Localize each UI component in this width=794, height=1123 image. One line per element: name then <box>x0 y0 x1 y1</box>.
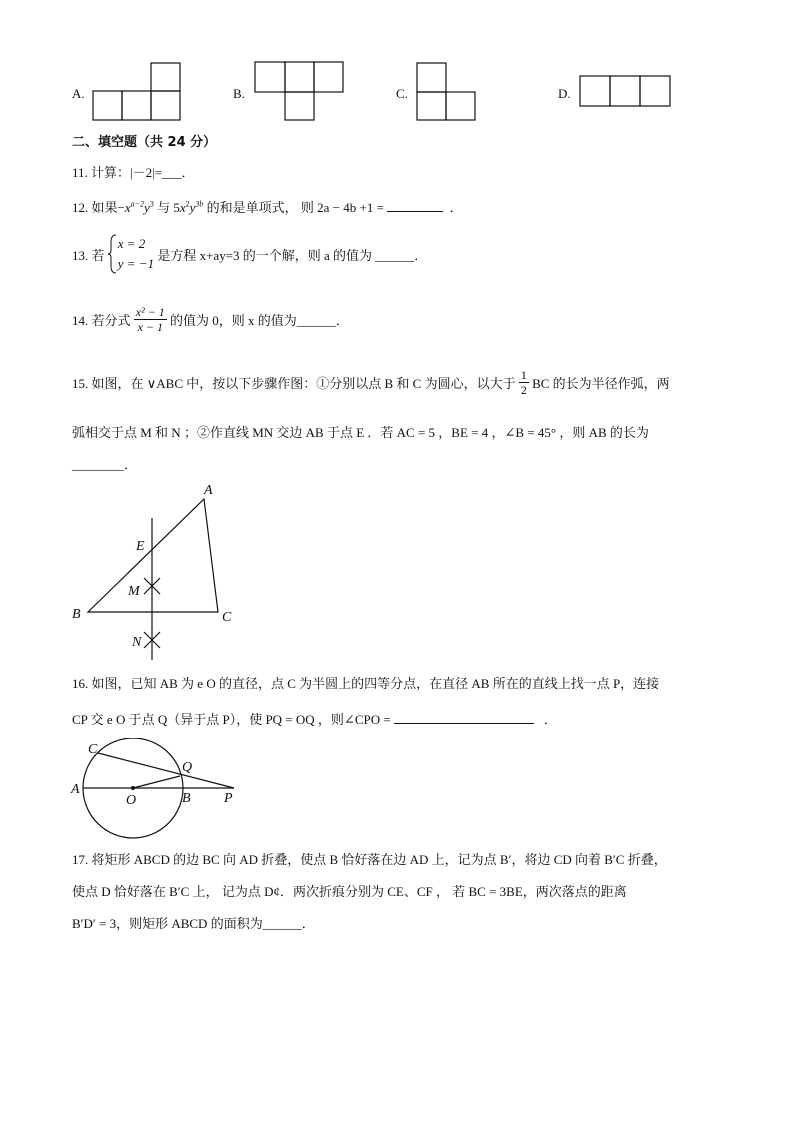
question-16-line2: CP 交 e O 于点 Q（异于点 P），使 PQ = OQ ，则∠CPO = ． <box>72 712 557 727</box>
fraction-half: $\frac{1}{2}$ <box>520 368 527 397</box>
label-o16: O <box>126 793 137 808</box>
option-a-label: A. <box>72 86 85 101</box>
question-12: 12. 如果$-x^{a-2}y^3$ 与 $5x^2y^{3b}$ 的和是单项式， 则 2a − 4b +1 = ． <box>72 199 463 215</box>
question-14: 14. 若分式 $\frac{\text{x² − 1}}{x - 1}$ 的值为 0，则 x 的值为______． <box>72 305 349 334</box>
label-m: M <box>128 584 140 599</box>
option-b-net <box>254 61 346 123</box>
question-11: 11. 计算：|－2|=___． <box>72 165 195 180</box>
brace-system: x = 2 y = −1 <box>108 234 154 274</box>
label-c16: C <box>88 742 98 757</box>
option-a-net <box>92 62 182 122</box>
label-b: B <box>72 607 81 622</box>
fraction-q14: $\frac{\text{x² − 1}}{x - 1}$ <box>135 305 165 334</box>
option-d-label: D. <box>558 86 571 101</box>
option-c-net <box>416 62 478 122</box>
section-title: 二、填空题（共 24 分） <box>72 135 217 150</box>
label-a: A <box>204 483 213 498</box>
option-d-net <box>579 75 673 108</box>
label-a16: A <box>71 782 80 797</box>
label-p16: P <box>224 791 233 806</box>
question-15-line3: ________． <box>72 457 138 472</box>
figure-16-circle <box>66 738 246 842</box>
question-17-line2: 使点 D 恰好落在 B′C 上， 记为点 D¢．两次折痕分别为 CE、CF ， 若 BC = 3BE，两次落点的距离 <box>72 884 627 899</box>
question-15-line2: 弧相交于点 M 和 N ；②作直线 MN 交边 AB 于点 E ．若 AC = 5 ，BE = 4 ，∠B = 45° ，则 AB 的长为 <box>72 425 649 440</box>
question-17-line1: 17. 将矩形 ABCD 的边 BC 向 AD 折叠，使点 B 恰好落在边 AD 上，记为点 B′，将边 CD 向着 B′C 折叠， <box>72 852 667 867</box>
label-c: C <box>222 610 232 625</box>
label-e: E <box>136 539 145 554</box>
question-13: 13. 若 x = 2 y = −1 是方程 x+ay=3 的一个解，则 a 的值为 ______． <box>72 234 427 274</box>
option-c-label: C. <box>396 86 408 101</box>
figure-15-triangle <box>64 478 254 668</box>
option-b-label: B. <box>233 86 245 101</box>
question-15-line1: 15. 如图，在 ∨ABC 中，按以下步骤作图：①分别以点 B 和 C 为圆心，以大于 $\frac{1}{2}$ BC 的长为半径作弧，两 <box>72 368 670 397</box>
label-q16: Q <box>182 760 193 775</box>
label-b16: B <box>182 791 191 806</box>
label-n: N <box>132 635 142 650</box>
question-17-line3: B′D′ = 3，则矩形 ABCD 的面积为______． <box>72 916 315 931</box>
question-16-line1: 16. 如图，已知 AB 为 e O 的直径，点 C 为半圆上的四等分点，在直径 AB 所在的直线上找一点 P，连接 <box>72 676 660 691</box>
